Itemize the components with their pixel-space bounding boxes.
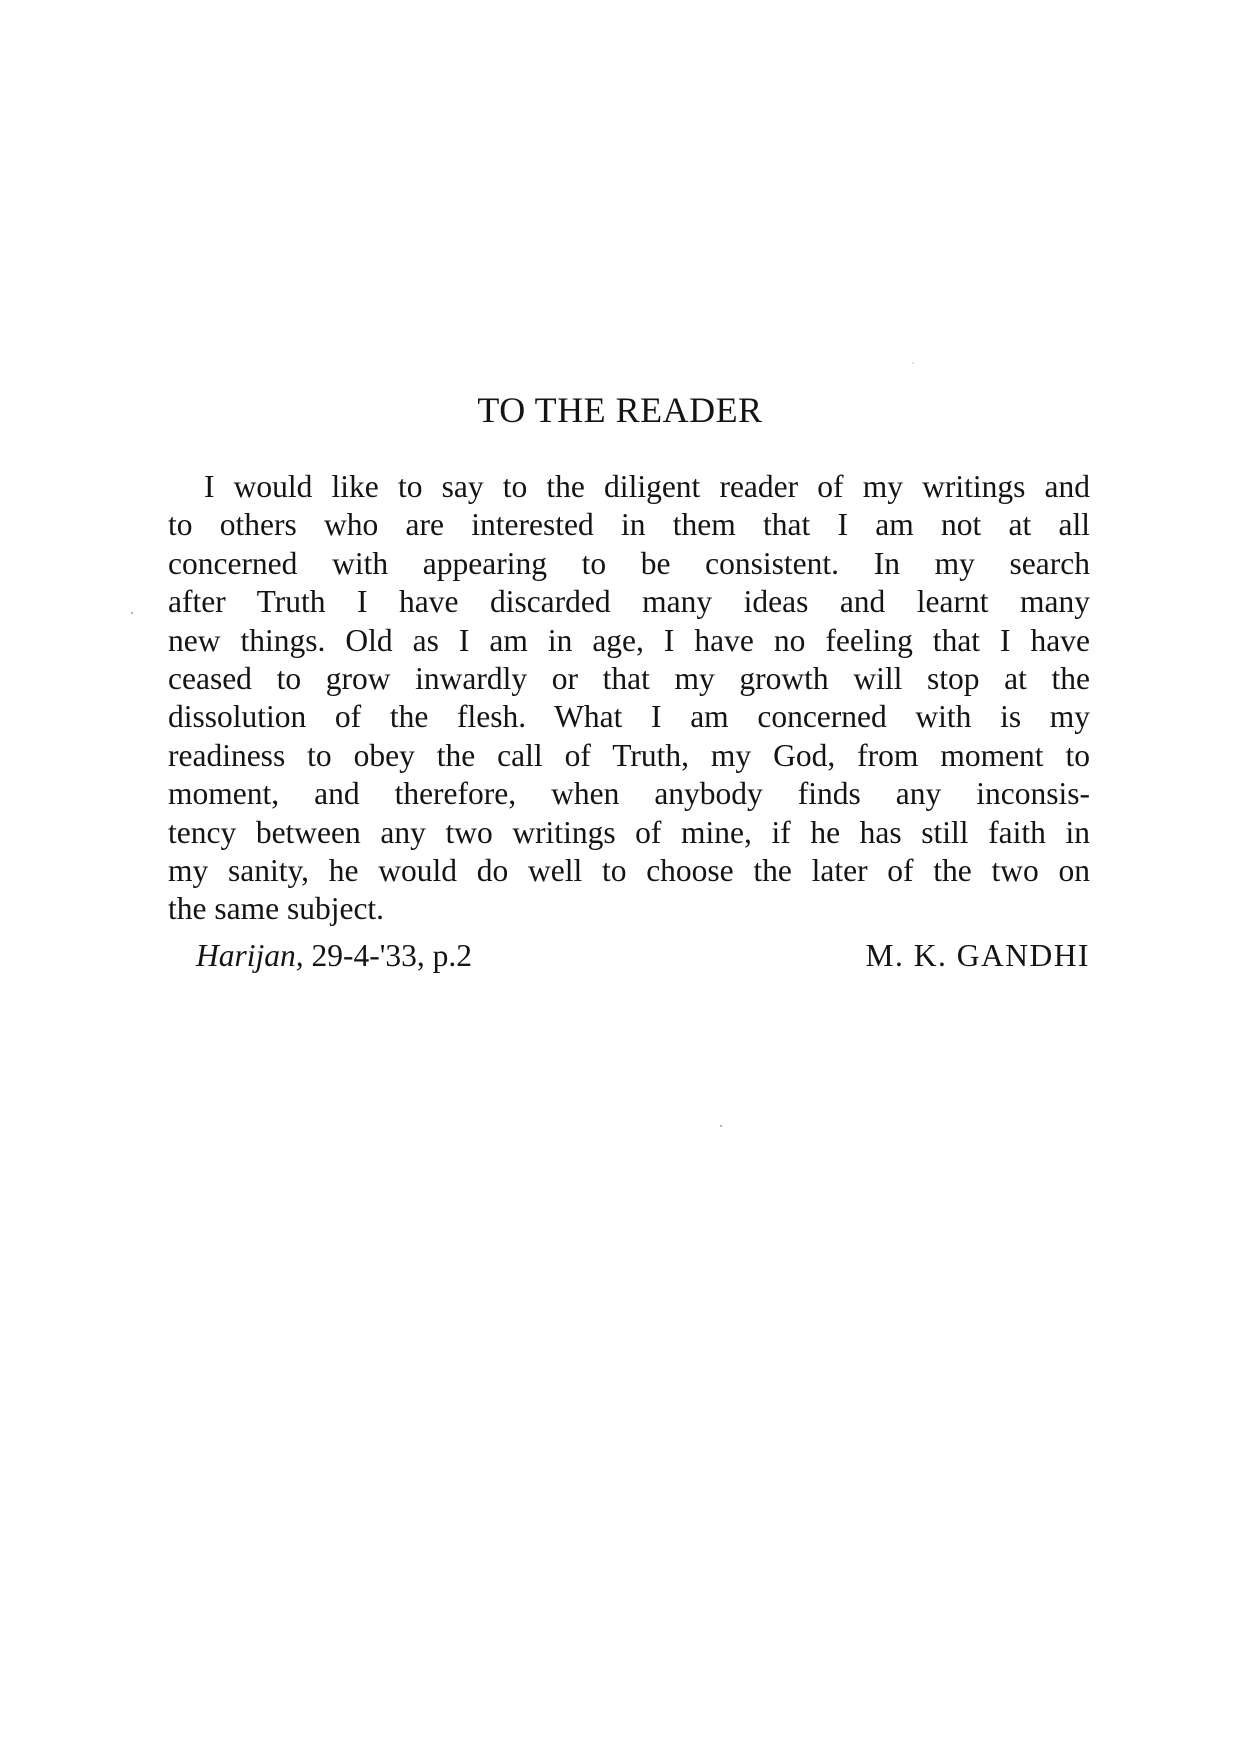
publication-details: 29-4-'33, p.2 <box>303 938 473 973</box>
paragraph-line: to others who are interested in them that I am not at all <box>168 507 1090 543</box>
scan-speck <box>131 612 133 614</box>
paragraph-line: moment, and therefore, when anybody finds any inconsis- <box>168 776 1090 812</box>
page-title: TO THE READER <box>477 390 763 430</box>
journal-name: Harijan, <box>196 938 304 973</box>
paragraph-line: I would like to say to the diligent reader of my writings and <box>204 469 1090 504</box>
citation-footer <box>196 934 1090 978</box>
source-citation <box>196 934 472 978</box>
paragraph-line: readiness to obey the call of Truth, my God, from moment to <box>168 737 1090 773</box>
paragraph-line: concerned with appearing to be consistent. In my search <box>168 545 1090 581</box>
scan-speck <box>912 362 914 364</box>
body-paragraph <box>168 468 1090 929</box>
paragraph-line: the same subject. <box>168 891 385 927</box>
scan-speck <box>720 1125 722 1127</box>
paragraph-line: my sanity, he would do well to choose the later of the two on <box>168 852 1090 888</box>
paragraph-line: tency between any two writings of mine, if he has still faith in <box>168 814 1090 850</box>
paragraph-line: ceased to grow inwardly or that my growth will stop at the <box>168 660 1090 696</box>
paragraph-line: dissolution of the flesh. What I am concerned with is my <box>168 699 1090 735</box>
paragraph-line: new things. Old as I am in age, I have no feeling that I have <box>168 622 1090 658</box>
author-signature: M. K. GANDHI <box>865 938 1090 973</box>
paragraph-line: after Truth I have discarded many ideas and learnt many <box>168 584 1090 620</box>
